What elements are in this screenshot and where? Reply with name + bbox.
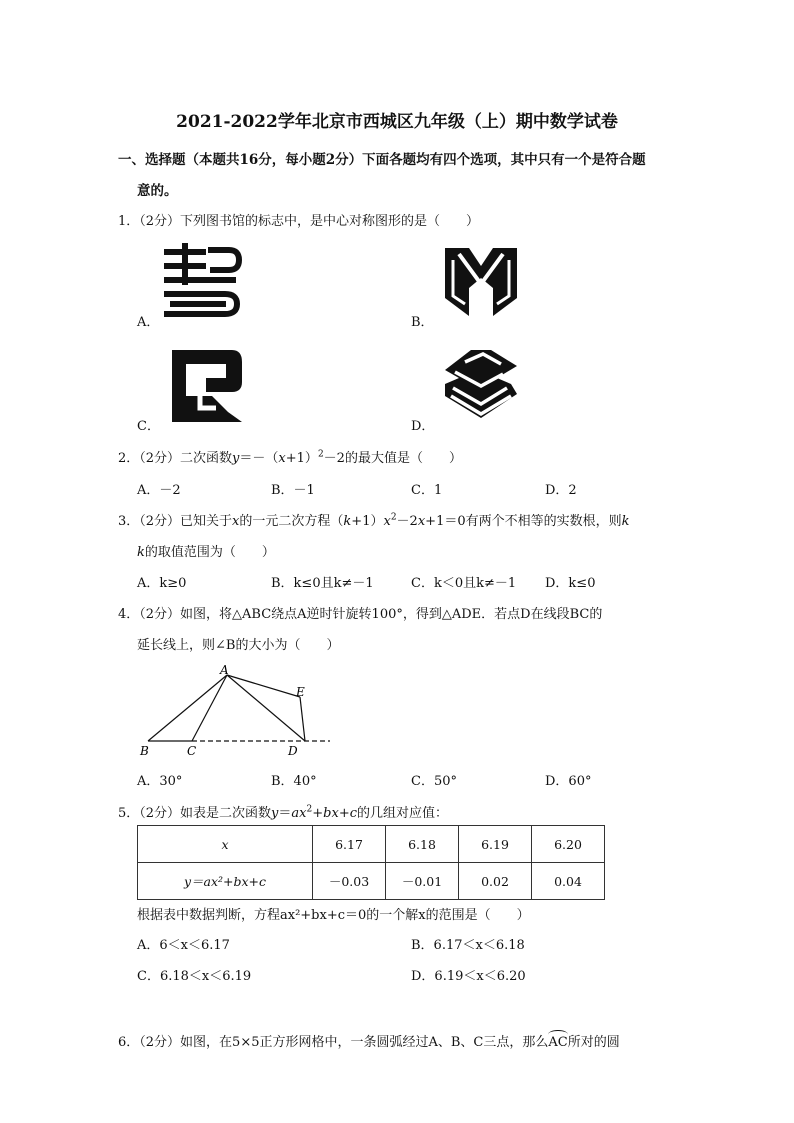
table-row (138, 826, 605, 863)
q1-option-b-label: B． (411, 315, 434, 330)
logo-b-image (441, 244, 521, 320)
table-cell: 0.04 (532, 863, 605, 900)
question-4-line2: 延长线上，则∠B的大小为（ ） (137, 638, 340, 653)
table-cell: －0.01 (386, 863, 459, 900)
q5-option-a: A．6＜x＜6.17 (137, 938, 230, 953)
q4-option-c: C．50° (411, 774, 457, 789)
question-2-text: 2．（2分）二次函数$y=-(x+1)^2-2$的最大值是（ ） (118, 449, 462, 466)
logo-d-image (441, 348, 521, 424)
question-3-line2: k的取值范围为（ ） (137, 545, 275, 560)
table-cell: －0.03 (313, 863, 386, 900)
point-label-e: E (296, 685, 305, 699)
q3-option-b: B．k≤0且k≠－1 (271, 576, 374, 591)
q4-option-a: A．30° (137, 774, 183, 789)
section-heading-line1: 一、选择题（本题共16分，每小题2分）下面各题均有四个选项，其中只有一个是符合题 (118, 152, 646, 168)
table-cell: 6.17 (313, 826, 386, 863)
table-cell: 6.18 (386, 826, 459, 863)
question-5-followup: 根据表中数据判断，方程ax²+bx+c＝0的一个解x的范围是（ ） (137, 908, 530, 923)
q2-option-c: C．1 (411, 483, 443, 498)
table-header-cell: y＝ax²+bx+c (138, 863, 313, 900)
table-cell: 6.20 (532, 826, 605, 863)
section-heading-line2: 意的。 (137, 183, 178, 199)
question-5-text: 5．（2分）如表是二次函数$y=ax^2+bx+c$的几组对应值： (118, 804, 449, 821)
values-table (137, 825, 605, 900)
logo-a-image (163, 244, 243, 322)
q3-option-a: A．k≥0 (137, 576, 187, 591)
point-label-c: C (187, 744, 197, 758)
q4-option-b: B．40° (271, 774, 317, 789)
q1-option-a-label: A． (137, 315, 160, 330)
question-4-line1: 4．（2分）如图，将△ABC绕点A逆时针旋转100°，得到△ADE．若点D在线段BC的 (118, 607, 603, 622)
logo-c-image (166, 348, 244, 424)
q2-option-b: B．－1 (271, 483, 315, 498)
q4-option-d: D．60° (545, 774, 592, 789)
q3-option-d: D．k≤0 (545, 576, 596, 591)
point-label-b: B (140, 744, 149, 758)
triangle-rotation-figure (130, 660, 340, 760)
table-row (138, 863, 605, 900)
q2-option-d: D．2 (545, 483, 577, 498)
point-label-d: D (288, 744, 298, 758)
q5-option-c: C．6.18＜x＜6.19 (137, 969, 252, 984)
table-cell: 6.19 (459, 826, 532, 863)
table-header-cell: x (138, 826, 313, 863)
q3-option-c: C．k＜0且k≠－1 (411, 576, 517, 591)
question-6-text: 6．（2分）如图，在5×5正方形网格中，一条圆弧经过A、B、C三点，那么AC所对的圆 (118, 1035, 620, 1050)
q1-option-c-label: C． (137, 419, 160, 434)
q1-option-d-label: D． (411, 419, 435, 434)
q5-option-d: D．6.19＜x＜6.20 (411, 969, 526, 984)
q2-option-a: A．－2 (137, 483, 181, 498)
question-3-line1: 3．（2分）已知关于x的一元二次方程$(k+1)x^2-2x+1=0$有两个不相等的实数根，则k (118, 512, 630, 529)
table-cell: 0.02 (459, 863, 532, 900)
arc-ac: AC (548, 1035, 568, 1050)
point-label-a: A (220, 663, 229, 677)
question-1-text: 1．（2分）下列图书馆的标志中，是中心对称图形的是（ ） (118, 214, 480, 229)
q5-option-b: B．6.17＜x＜6.18 (411, 938, 525, 953)
page-title: 2021-2022学年北京市西城区九年级（上）期中数学试卷 (176, 112, 618, 132)
